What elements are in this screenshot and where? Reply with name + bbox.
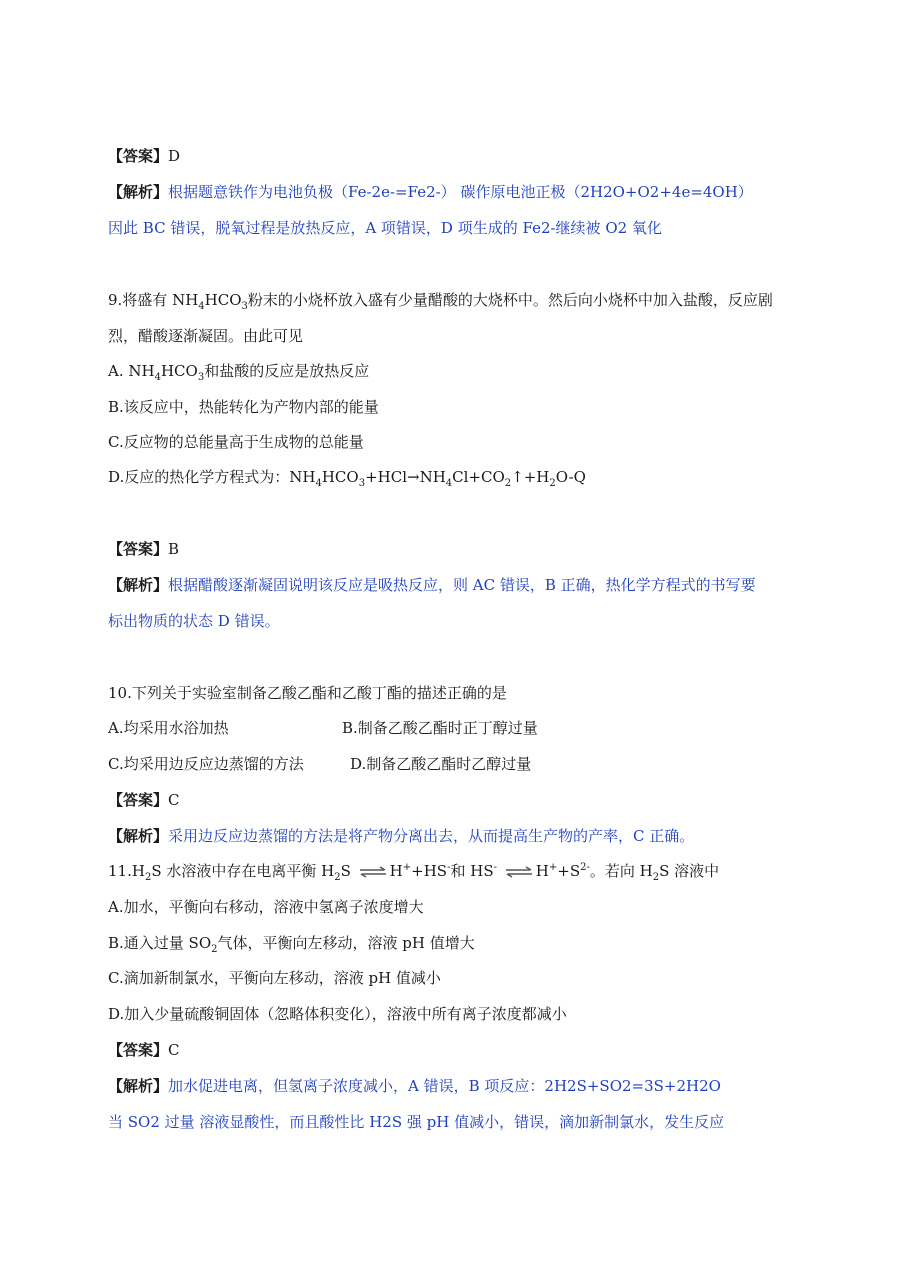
q10-stem: 10.下列关于实验室制备乙酸乙酯和乙酸丁酯的描述正确的是 [108, 684, 507, 702]
answer-line-q11 [108, 1040, 180, 1060]
stem-part: H [535, 862, 549, 880]
q9-stem-part: 粉末的小烧杯放入盛有少量醋酸的大烧杯中。然后向小烧杯中加入盐酸，反应剧 [247, 291, 773, 309]
analysis-tag: 【解析】 [108, 1077, 169, 1095]
answer-value: B [168, 540, 180, 558]
answer-value: D [168, 147, 181, 165]
opt-part: +HCl→NH [365, 468, 446, 486]
opt-part: D.反应的热化学方程式为：NH [108, 468, 316, 486]
q9-option-d [108, 467, 586, 487]
stem-part: 。若向 H [589, 862, 653, 880]
answer-line-q9 [108, 539, 179, 559]
opt-part: HCO [160, 362, 198, 380]
sub: 2 [334, 872, 341, 883]
q9-option-a [108, 361, 369, 381]
analysis-text: 加水促进电离，但氢离子浓度减小，A 错误，B 项反应：2H2S+SO2=3S+2H2O [168, 1077, 721, 1095]
sub: 4 [154, 372, 161, 383]
analysis-line-q8-1 [108, 182, 753, 202]
sub: 2 [504, 478, 512, 489]
answer-tag: 【答案】 [108, 791, 169, 809]
stem-part: S 溶液中 [659, 862, 720, 880]
q11-option-d: D.加入少量硫酸铜固体（忽略体积变化），溶液中所有离子浓度都减小 [108, 1005, 567, 1023]
opt-part: ↑+H [511, 468, 550, 486]
answer-tag: 【答案】 [108, 1041, 169, 1059]
analysis-text: 采用边反应边蒸馏的方法是将产物分离出去，从而提高生产物的产率，C 正确。 [168, 827, 695, 845]
analysis-line-q11-2: 当 SO2 过量 溶液显酸性，而且酸性比 H2S 强 pH 值减小，错误，滴加新制氯水，发生反应 [108, 1113, 725, 1131]
sub: 4 [198, 301, 205, 312]
sub: 2 [652, 872, 660, 883]
q9-option-c: C.反应物的总能量高于生成物的总能量 [108, 433, 364, 451]
stem-part: S [340, 862, 351, 880]
opt-part: A. NH [108, 362, 155, 380]
analysis-line-q8-2: 因此 BC 错误，脱氧过程是放热反应，A 项错误，D 项生成的 Fe2-继续被 O2 氧化 [108, 219, 662, 237]
answer-value: C [168, 1041, 180, 1059]
q9-stem-line1 [108, 290, 773, 310]
stem-part: 和 HS [450, 862, 494, 880]
q10-options-row2 [108, 754, 708, 774]
analysis-line-q9-1 [108, 575, 756, 595]
analysis-text: 根据醋酸逐渐凝固说明该反应是吸热反应，则 AC 错误，B 正确，热化学方程式的书写要 [168, 576, 756, 594]
sub: 2 [549, 478, 556, 489]
opt-part: 气体，平衡向左移动，溶液 pH 值增大 [217, 934, 475, 952]
opt-part: O-Q [555, 468, 586, 486]
sub: 3 [197, 372, 205, 383]
q10-option-c: C.均采用边反应边蒸馏的方法 [108, 755, 304, 773]
sup: 2- [580, 862, 590, 873]
stem-part: 11.H [108, 862, 145, 880]
answer-value: C [168, 791, 180, 809]
sup: - [493, 862, 497, 873]
q10-option-a: A.均采用水浴加热 [108, 719, 229, 737]
stem-part: +S [557, 862, 581, 880]
answer-line-q10 [108, 790, 180, 810]
q9-option-b: B.该反应中，热能转化为产物内部的能量 [108, 398, 379, 416]
sub: 3 [241, 301, 248, 312]
equilibrium-arrow-icon [504, 865, 534, 879]
sub: 3 [358, 478, 366, 489]
sub: 4 [445, 478, 453, 489]
q10-option-b: B.制备乙酸乙酯时正丁醇过量 [342, 719, 538, 737]
q9-stem-part: 9.将盛有 NH [108, 291, 199, 309]
opt-part: Cl+CO [452, 468, 505, 486]
answer-tag: 【答案】 [108, 540, 169, 558]
sub: 2 [144, 872, 152, 883]
opt-part: HCO [321, 468, 359, 486]
sup: - [447, 862, 451, 873]
answer-line-q8 [108, 146, 180, 166]
stem-part: H [389, 862, 403, 880]
analysis-text: 根据题意铁作为电池负极（Fe-2e-=Fe2-） 碳作原电池正极（2H2O+O2+4e=4OH） [168, 183, 753, 201]
q10-options-row1 [108, 718, 708, 738]
q9-stem-part: HCO [204, 291, 242, 309]
q11-stem [108, 861, 719, 881]
q11-option-c: C.滴加新制氯水，平衡向左移动，溶液 pH 值减小 [108, 969, 441, 987]
stem-part: S 水溶液中存在电离平衡 H [151, 862, 335, 880]
answer-tag: 【答案】 [108, 147, 169, 165]
sup: + [548, 862, 558, 873]
analysis-tag: 【解析】 [108, 827, 169, 845]
sub: 4 [315, 478, 322, 489]
q11-option-b [108, 933, 475, 953]
opt-part: B.通入过量 SO [108, 934, 212, 952]
opt-part: 和盐酸的反应是放热反应 [204, 362, 370, 380]
analysis-line-q10-1 [108, 826, 694, 846]
q11-option-a: A.加水，平衡向右移动，溶液中氢离子浓度增大 [108, 898, 424, 916]
analysis-line-q9-2: 标出物质的状态 D 错误。 [108, 612, 280, 630]
sub: 2 [211, 944, 218, 955]
q10-option-d: D.制备乙酸乙酯时乙醇过量 [350, 755, 532, 773]
q9-stem-line2: 烈，醋酸逐渐凝固。由此可见 [108, 327, 304, 345]
stem-part: +HS [411, 862, 448, 880]
analysis-line-q11-1 [108, 1076, 721, 1096]
analysis-tag: 【解析】 [108, 183, 169, 201]
analysis-tag: 【解析】 [108, 576, 169, 594]
equilibrium-arrow-icon [358, 865, 388, 879]
sup: + [402, 862, 412, 873]
